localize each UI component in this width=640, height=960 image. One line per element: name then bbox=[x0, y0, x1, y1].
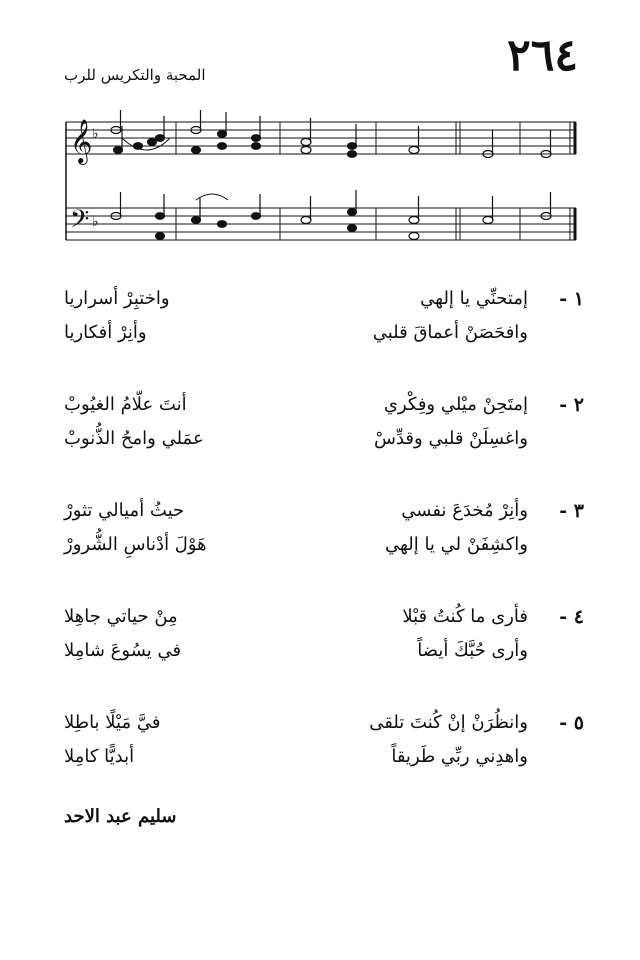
verses-section bbox=[64, 284, 584, 814]
bass-clef-icon bbox=[70, 205, 89, 240]
bass-staff bbox=[66, 208, 576, 240]
verse-line: واغسِلَنْ قلبي وقدِّسْ bbox=[374, 428, 528, 449]
verse-line: أبديًّا كامِلا bbox=[64, 746, 135, 767]
verse-line: وأنِرْ مُخدَعَ نفسي bbox=[401, 500, 528, 521]
verse-1 bbox=[64, 284, 584, 390]
verse-line: إمتحنِّي يا إلهي bbox=[420, 288, 528, 309]
verse-line: وانظُرَنْ إنْ كُنتَ تلقى bbox=[369, 712, 528, 733]
treble-notes bbox=[111, 110, 551, 158]
hymn-category: المحبة والتكريس للرب bbox=[64, 66, 206, 84]
verse-line: وأرى حُبَّكَ أيضاً bbox=[417, 640, 528, 661]
treble-clef-icon bbox=[70, 119, 92, 165]
verse-2 bbox=[64, 390, 584, 496]
verse-line: في يسُوعَ شامِلا bbox=[64, 640, 182, 661]
music-score bbox=[62, 110, 580, 250]
verse-line: فيَّ مَيْلًا باطِلا bbox=[64, 712, 161, 733]
verse-line: حيثُ أميالي تثورْ bbox=[64, 500, 185, 521]
svg-text:𝄢: 𝄢 bbox=[70, 205, 90, 240]
verse-line: أنتَ علّامُ الغيُوبْ bbox=[64, 394, 187, 415]
verse-line: فأرى ما كُنتُ قبْلا bbox=[402, 606, 528, 627]
verse-number: ٤ - bbox=[559, 606, 584, 628]
svg-text:𝄞: 𝄞 bbox=[70, 119, 93, 163]
verse-5 bbox=[64, 708, 584, 814]
key-signature-flat-icon bbox=[92, 126, 99, 230]
bar-lines bbox=[176, 122, 575, 240]
hymn-number: ٢٦٤ bbox=[507, 30, 578, 81]
verse-line: واكشِفَنْ لي يا إلهي bbox=[384, 534, 528, 555]
author-name: سليم عبد الاحد bbox=[64, 806, 177, 827]
verse-line: هَوْلَ أدْناسِ الشُّرورْ bbox=[64, 534, 207, 555]
svg-text:♭: ♭ bbox=[92, 126, 99, 142]
verse-number: ٢ - bbox=[559, 394, 584, 416]
verse-number: ٥ - bbox=[559, 712, 584, 734]
svg-text:♭: ♭ bbox=[92, 214, 99, 230]
verse-line: واختبِرْ أسراريا bbox=[64, 288, 170, 309]
verse-4 bbox=[64, 602, 584, 708]
verse-line: إمتَحِنْ ميْلي وفِكْري bbox=[383, 394, 528, 415]
verse-line: وأنِرْ أفكاريا bbox=[64, 322, 147, 343]
verse-line: مِنْ حياتي جاهِلا bbox=[64, 606, 178, 627]
verse-number: ١ - bbox=[559, 288, 584, 310]
verse-line: وافحَصَنْ أعماقَ قلبي bbox=[372, 322, 528, 343]
verse-line: واهدِني ربِّي طَريقاً bbox=[391, 746, 528, 767]
verse-3 bbox=[64, 496, 584, 602]
verse-line: عمَلي وامحُ الذُّنوبْ bbox=[64, 428, 204, 449]
verse-number: ٣ - bbox=[559, 500, 584, 522]
